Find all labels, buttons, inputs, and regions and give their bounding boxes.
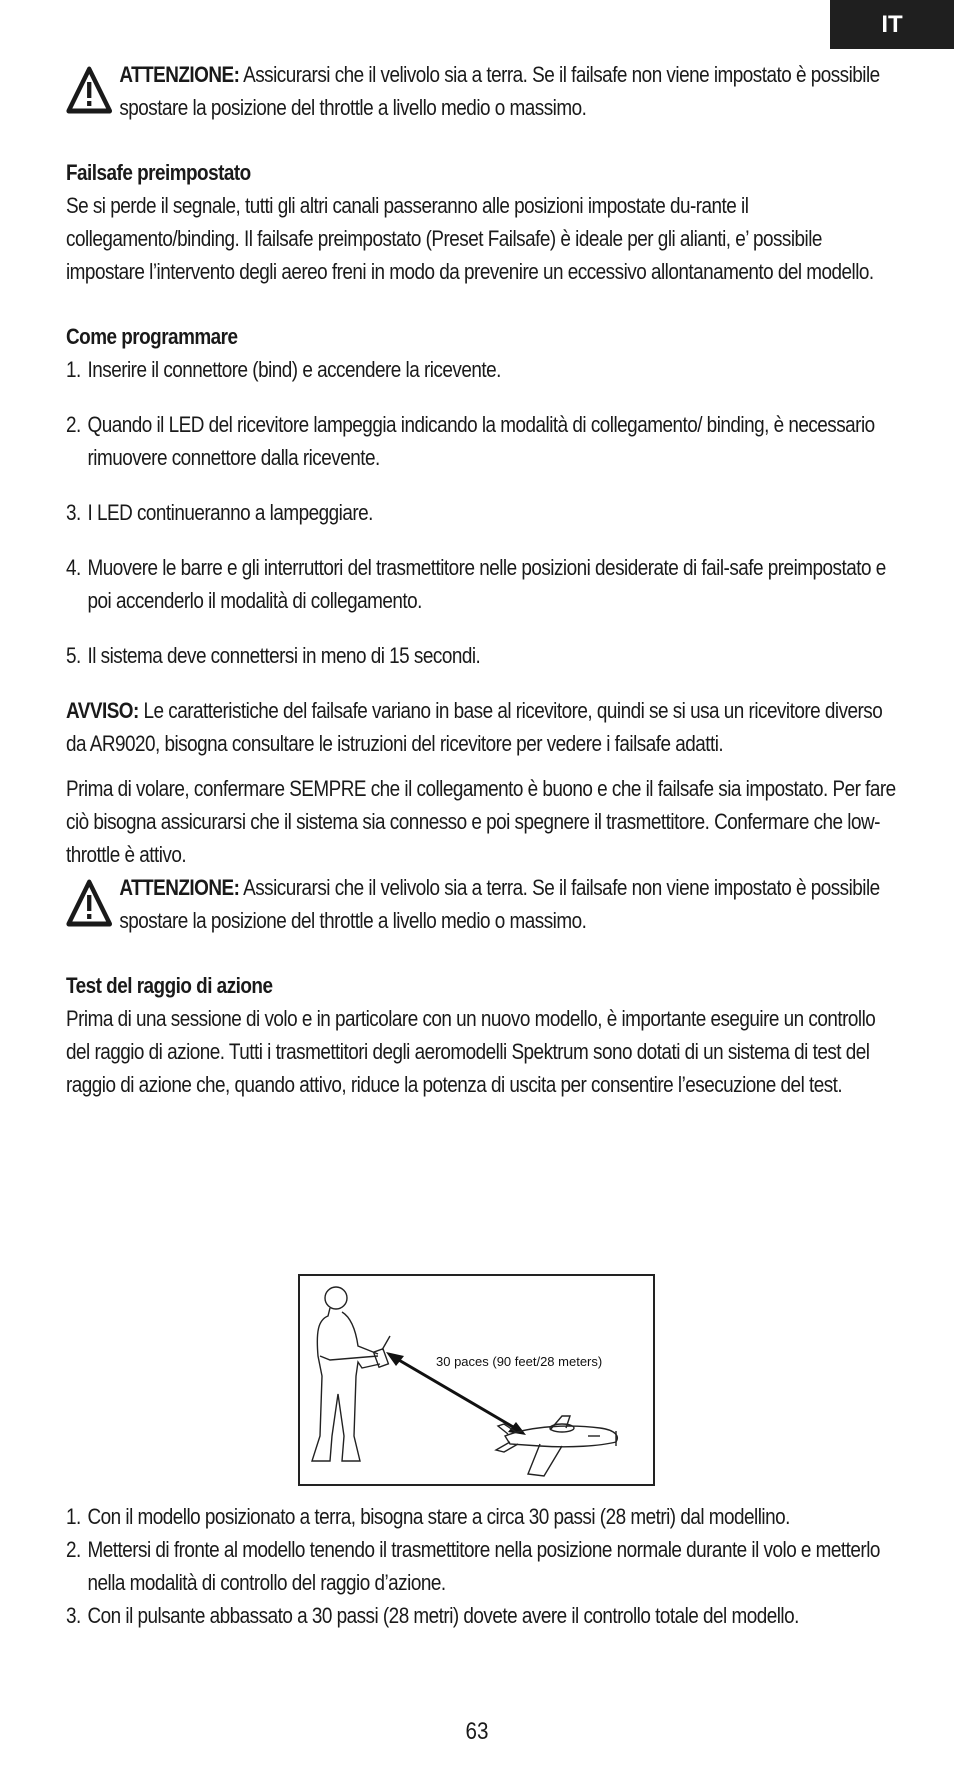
warning-triangle-icon	[66, 58, 119, 123]
list-item: 2. Quando il LED del ricevitore lampeggia indicando la modalità di collegamento/ binding, è necessario rimuovere connettore dalla ricevente.	[66, 412, 875, 470]
program-steps	[66, 353, 896, 672]
range-test-steps-wrap	[66, 1500, 896, 1632]
warning-text: ATTENZIONE: Assicurarsi che il velivolo sia a terra. Se il failsafe non viene impostato è possibile spostare la posizione del throttle a livello medio o massimo.	[119, 62, 880, 120]
warning-label: ATTENZIONE:	[119, 62, 240, 87]
warning-triangle-icon	[66, 871, 119, 936]
warning-block	[66, 58, 896, 124]
list-item: 1. Inserire il connettore (bind) e accendere la ricevente.	[66, 357, 501, 382]
warning-block	[66, 871, 896, 937]
list-item: 4. Muovere le barre e gli interruttori del trasmettitore nelle posizioni desiderate di fail-safe preimpostato e poi accenderlo il modalità di collegamento.	[66, 555, 886, 613]
language-tab: IT	[830, 0, 954, 49]
section-title-program: Come programmare	[66, 324, 238, 349]
list-item: 3. I LED continueranno a lampeggiare.	[66, 500, 373, 525]
main-content	[66, 58, 896, 1101]
range-test-figure	[298, 1274, 655, 1486]
list-item: 3. Con il pulsante abbassato a 30 passi (28 metri) dovete avere il controllo totale del modello.	[66, 1603, 799, 1628]
person-illustration	[312, 1287, 390, 1461]
list-item: 2. Mettersi di fronte al modello tenendo il trasmettitore nella posizione normale durante il volo e metterlo nella modalità di controllo del raggio d’azione.	[66, 1537, 880, 1595]
notice-label: AVVISO:	[66, 698, 139, 723]
list-item: 1. Con il modello posizionato a terra, bisogna stare a circa 30 passi (28 metri) dal modellino.	[66, 1504, 790, 1529]
distance-label: 30 paces (90 feet/28 meters)	[436, 1354, 603, 1369]
before-flight-text: Prima di volare, confermare SEMPRE che il collegamento è buono e che il failsafe sia impostato. Per fare ciò bisogna assicurarsi che il sistema sia connesso e poi spegnere il trasmettitore. Confermare che low-throttle è attivo.	[66, 776, 896, 867]
page-number: 63	[465, 1718, 489, 1745]
failsafe-body: Se si perde il segnale, tutti gli altri canali passeranno alle posizioni impostate du-rante il collegamento/binding. Il failsafe preimpostato (Preset Failsafe) è ideale per gli alianti, e’ possibile impostare l’intervento degli aereo freni in modo da prevenire un eccessivo allontanamento del modello.	[66, 193, 874, 284]
list-item: 5. Il sistema deve connettersi in meno di 15 secondi.	[66, 643, 481, 668]
warning-label: ATTENZIONE:	[119, 875, 240, 900]
notice-text: AVVISO: Le caratteristiche del failsafe variano in base al ricevitore, quindi se si usa un ricevitore diverso da AR9020, bisogna consultare le istruzioni del ricevitore per vedere i failsafe adatti.	[66, 698, 883, 756]
range-test-steps	[66, 1500, 896, 1632]
range-test-body: Prima di una sessione di volo e in particolare con un nuovo modello, è importante eseguire un controllo del raggio di azione. Tutti i trasmettitori degli aeromodelli Spektrum sono dotati di un sistema di test del raggio di azione che, quando attivo, riduce la potenza di uscita per consentire l’esecuzione del test.	[66, 1006, 876, 1097]
section-title-range-test: Test del raggio di azione	[66, 973, 273, 998]
section-title-failsafe: Failsafe preimpostato	[66, 160, 251, 185]
warning-text: ATTENZIONE: Assicurarsi che il velivolo sia a terra. Se il failsafe non viene impostato è possibile spostare la posizione del throttle a livello medio o massimo.	[119, 875, 880, 933]
